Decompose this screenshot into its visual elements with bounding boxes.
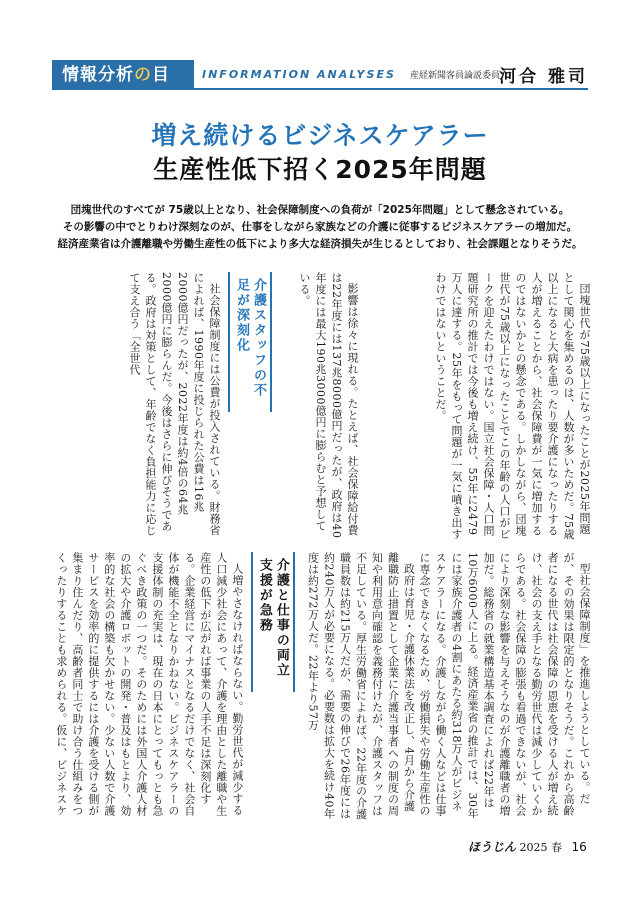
lead-line: 団塊世代のすべてが 75歳以上となり、社会保障制度への負荷が「2025年問題」として懸念されている。 bbox=[70, 204, 570, 216]
body-text-block bbox=[417, 552, 592, 820]
lead-line: その影響の中でとりわけ深刻なのが、仕事をしながら家族などの介護に従事するビジネスケアラーの増加だ。 bbox=[62, 221, 578, 233]
body-paragraph: 政府は育児・介護休業法を改正し、4月から介護離職防止措置として企業に介護当事者への制度の周知や利用意向確認を義務付けたが、介護スタッフは不足している。厚生労働省によれば、22年度の介護職員数は約215万人だが、需要の伸びで26年度には約240万人が必要になる。必要数は拡大を続け40年度は約272万人だ。22年より57万 bbox=[306, 552, 416, 820]
author-role: 産経新聞客員論説委員 bbox=[409, 71, 500, 81]
header-rule bbox=[194, 88, 588, 90]
body-text-block bbox=[52, 552, 245, 820]
lead-line: 経済産業省は介護離職や労働生産性の低下により多大な経済損失が生じるとしており、社会課題となりそうだ。 bbox=[57, 238, 583, 250]
issue-season: 2025 春 bbox=[519, 841, 563, 854]
series-title-end: 目 bbox=[152, 65, 170, 85]
lead-paragraph bbox=[52, 202, 588, 253]
subhead-staff-shortage: 介護スタッフの不足が深刻化 bbox=[228, 272, 272, 412]
body-text-block bbox=[301, 552, 417, 820]
body-paragraph: 人増やさなければならない。勤労世代が減少する人口減少社会にあって、介護を理由とした離職や生産性の低下が広がれば事業の人手不足は深刻化する。企業経営にマイナスとなるだけでなく、社会自体が機能不全となりかねない。ビジネスケアラーの支援体制の充実は、現在の日本にとってもっとも急ぐべき政策の一つだ。そのためには外国人介護人材の拡大や介護ロボットの開発・普及はもとより、効率的な社会の構築も欠かせない。少ない人数で介護サービスを効率的に提供するには介護を受ける側が集まり住んだり、高齢者同士で助け合う仕組みをつくったりすることも求められる。仮に、ビジネスケ bbox=[54, 552, 244, 817]
series-title-accent: の bbox=[134, 65, 152, 85]
body-text-block bbox=[278, 272, 360, 540]
body-paragraph: 型社会保障制度」を推進しようとしている。だが、その効果は限定的となりそうだ。これから高齢者になる世代は社会保障の恩恵を受ける人が増え続け、社会の支え手となる勤労世代は減少していくからである。社会保障の膨張も看過できないが、社会により深刻な影響を与えそうなのが介護離職者の増加だ。総務省の就業構造基本調査によれば22年は10万6000人に上る。経済産業省の推計では、30年には家族介護者の4割にあたる約318万人がビジネスケアラーになる。介護しながら働く人などは仕事に専念できなくなるため、労働損失や労働生産性の bbox=[418, 552, 591, 819]
body-paragraph: 団塊世代が75歳以上になったことが2025年問題として関心を集めるのは、人数が多いためだ。75歳以上になると大病を患ったり要介護になったりする人が増えることから、社会保障費が一気に増加するのではないかとの懸念である。しかしながら、団塊世代が75歳以上になったことでこの年齢の人口がピークを迎えたわけではない。国立社会保障・人口問題研究所の推計では今後も増え続け、55年に2479万人に達する。25年をもって問題が一気に噴き出すわけではないということだ。 bbox=[434, 272, 591, 540]
body-lower-tier bbox=[52, 552, 592, 820]
subhead-wrap bbox=[222, 272, 278, 540]
body-text-block bbox=[52, 272, 222, 540]
page-footer bbox=[468, 838, 588, 858]
subheadline: 生産性低下招く2025年問題 bbox=[153, 155, 487, 184]
series-tab bbox=[52, 60, 194, 90]
page-number: 16 bbox=[571, 840, 587, 854]
author-name: 河合 雅司 bbox=[499, 67, 588, 87]
subhead-work-care-balance: 介護と仕事の両立支援が急務 bbox=[251, 552, 295, 692]
body-upper-tier bbox=[52, 272, 592, 540]
series-title: 情報分析 bbox=[62, 65, 134, 85]
series-english: INFORMATION ANALYSES bbox=[202, 68, 396, 81]
article-body bbox=[52, 272, 592, 820]
body-paragraph: 影響は徐々に現れる。たとえば、社会保障給付費は22年度には137兆8000億円だったが、政府は40年度には最大190兆3000億円に膨らむと予想している。 bbox=[298, 272, 359, 539]
subhead-wrap bbox=[245, 552, 301, 820]
headline: 増え続けるビジネスケアラー bbox=[151, 121, 489, 150]
magazine-name: ほうじん bbox=[468, 840, 517, 854]
body-paragraph: 社会保障制度には公費が投入されている。財務省によれば、1990年度に投じられた公費は16兆2000億円だったが、2022年度は約4倍の64兆2000億円に膨らんだ。今後はさらに伸びそうである。政府は対策として、年齢でなく負担能力に応じて支え合う「全世代 bbox=[128, 272, 221, 537]
series-header bbox=[52, 60, 588, 90]
body-text-block bbox=[360, 272, 592, 540]
